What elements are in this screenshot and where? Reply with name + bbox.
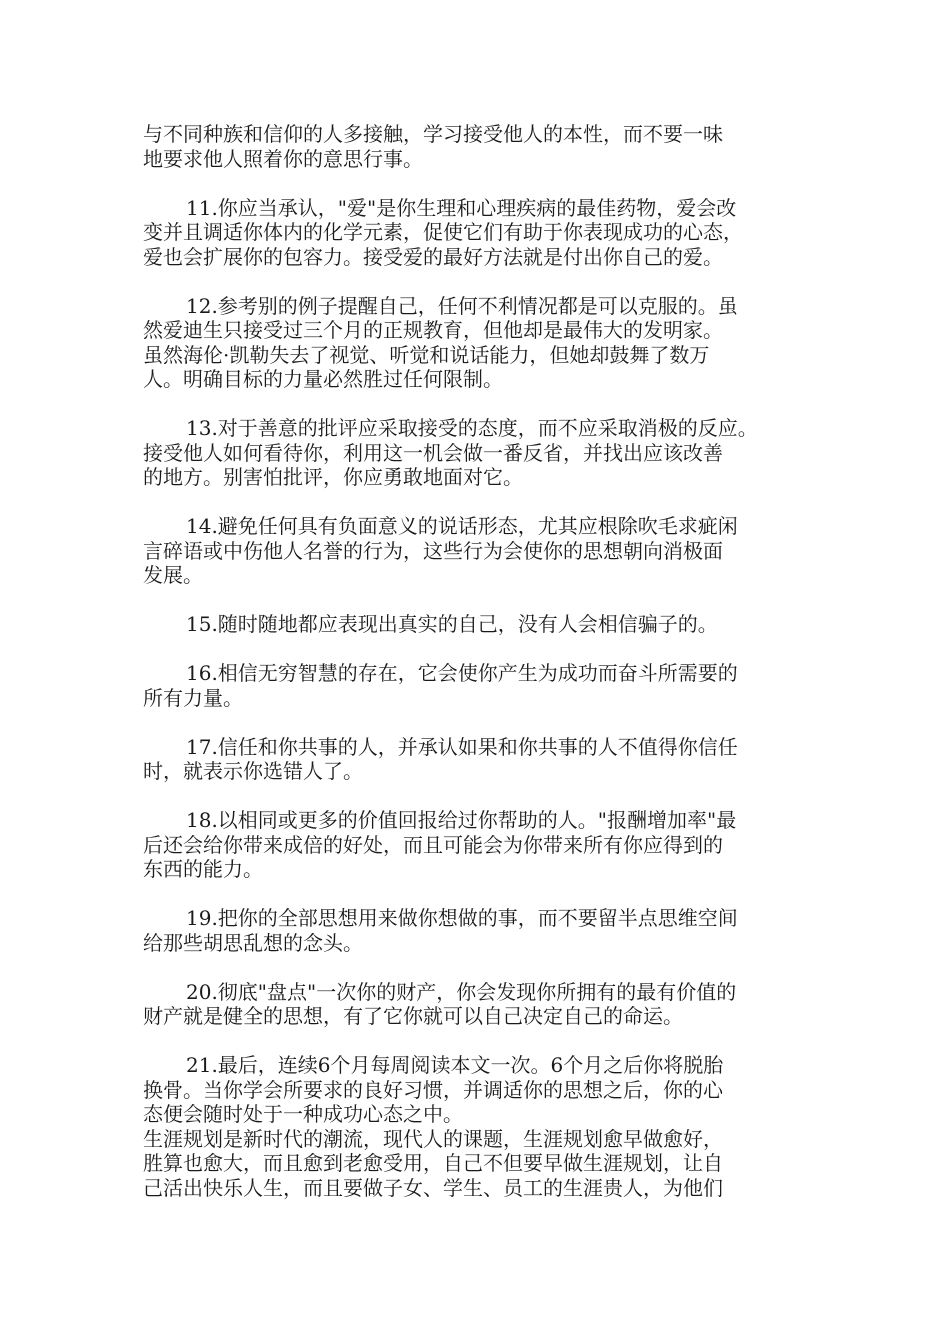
paragraph-item-11: 11.你应当承认，"爱"是你生理和心理疾病的最佳药物，爱会改 变并且调适你体内的化学元素，促使它们有助于你表现成功的心态， 爱也会扩展你的包容力。接受爱的最好方法就是付出你自己的爱。: [143, 195, 743, 269]
paragraph-item-21: 21.最后，连续6个月每周阅读本文一次。6个月之后你将脱胎 换骨。当你学会所要求的良好习惯，并调适你的思想之后，你的心 态便会随时处于一种成功心态之中。: [143, 1053, 724, 1126]
paragraph-intro: 与不同种族和信仰的人多接触，学习接受他人的本性，而不要一味 地要求他人照着你的意思行事。: [143, 122, 723, 171]
paragraph-item-16: 16.相信无穷智慧的存在，它会使你产生为成功而奋斗所需要的 所有力量。: [143, 661, 738, 710]
document-body: [143, 122, 813, 1200]
paragraph-item-19: 19.把你的全部思想用来做你想做的事，而不要留半点思维空间 给那些胡思乱想的念头。: [143, 906, 738, 955]
paragraph-item-12: 12.参考别的例子提醒自己，任何不利情况都是可以克服的。虽 然爱迪生只接受过三个月的正规教育，但他却是最伟大的发明家。 虽然海伦·凯勒失去了视觉、听觉和说话能力，但她却鼓舞了数万 人。明确目标的力量必然胜过任何限制。: [143, 293, 738, 391]
paragraph-item-17: 17.信任和你共事的人，并承认如果和你共事的人不值得你信任 时，就表示你选错人了。: [143, 734, 738, 783]
paragraph-item-13: 13.对于善意的批评应采取接受的态度，而不应采取消极的反应。 接受他人如何看待你，利用这一机会做一番反省，并找出应该改善 的地方。别害怕批评，你应勇敢地面对它。: [143, 416, 758, 489]
paragraph-career-planning: 生涯规划是新时代的潮流，现代人的课题，生涯规划愈早做愈好， 胜算也愈大，而且愈到老愈受用，自己不但要早做生涯规划，让自 己活出快乐人生，而且要做子女、学生、员工的生涯贵人，为他们: [143, 1126, 723, 1200]
paragraph-item-20: 20.彻底"盘点"一次你的财产，你会发现你所拥有的最有价值的 财产就是健全的思想，有了它你就可以自己决定自己的命运。: [143, 979, 737, 1028]
paragraph-item-15: 15.随时随地都应表现出真实的自己，没有人会相信骗子的。: [186, 612, 718, 636]
paragraph-item-14: 14.避免任何具有负面意义的说话形态，尤其应根除吹毛求疵闲 言碎语或中伤他人名誉的行为，这些行为会使你的思想朝向消极面 发展。: [143, 514, 738, 587]
paragraph-item-18: 18.以相同或更多的价值回报给过你帮助的人。"报酬增加率"最 后还会给你带来成倍的好处，而且可能会为你带来所有你应得到的 东西的能力。: [143, 808, 737, 881]
